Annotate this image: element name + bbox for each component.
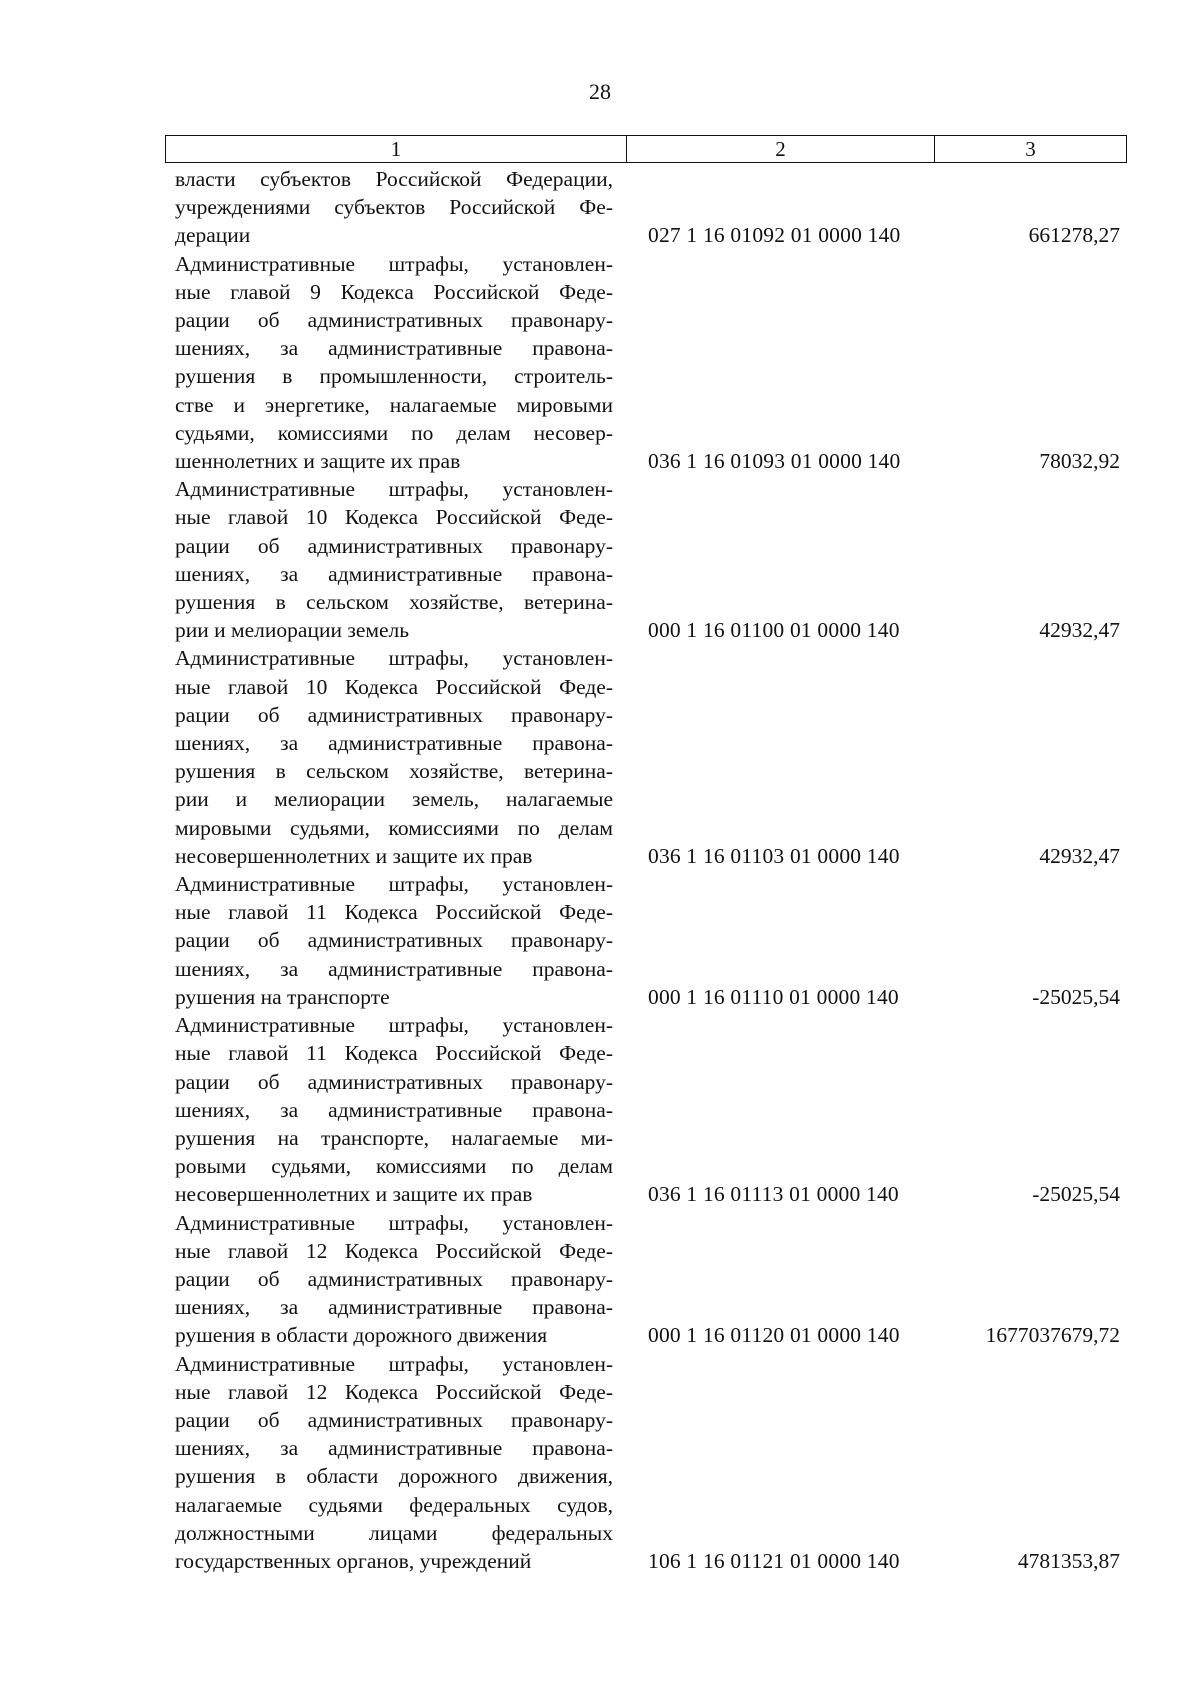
description-line: судьями, комиссиями по делам несовер-	[175, 420, 613, 445]
row-description	[175, 644, 613, 870]
table-row	[175, 1011, 1120, 1208]
table-row	[175, 250, 1120, 476]
description-line: несовершеннолетних и защите их прав	[175, 1182, 533, 1207]
table-row	[175, 165, 1120, 250]
description-line: ные главой 9 Кодекса Российской Феде-	[175, 279, 613, 304]
row-amount: -25025,54	[1032, 1182, 1120, 1207]
row-budget-code: 036 1 16 01113 01 0000 140	[648, 1182, 899, 1207]
description-line: ные главой 10 Кодекса Российской Феде-	[175, 505, 613, 530]
row-amount: 42932,47	[1039, 843, 1120, 868]
description-line: государственных органов, учреждений	[175, 1548, 532, 1573]
table-header	[165, 135, 1127, 163]
row-description	[175, 250, 613, 476]
row-description	[175, 1209, 613, 1350]
description-line: ные главой 12 Кодекса Российской Феде-	[175, 1238, 613, 1263]
description-line: шениях, за административные правона-	[175, 1097, 613, 1122]
description-line: шениях, за административные правона-	[175, 731, 613, 756]
row-description	[175, 870, 613, 1011]
description-line: шеннолетних и защите их прав	[175, 449, 461, 474]
table-row	[175, 644, 1120, 870]
row-budget-code: 000 1 16 01110 01 0000 140	[648, 984, 899, 1009]
row-description	[175, 1011, 613, 1208]
description-line: учреждениями субъектов Российской Фе-	[175, 195, 613, 220]
table-row	[175, 1350, 1120, 1576]
description-line: Административные штрафы, установлен-	[175, 646, 613, 671]
description-line: дерации	[175, 223, 251, 248]
row-budget-code: 036 1 16 01103 01 0000 140	[648, 843, 900, 868]
description-line: Административные штрафы, установлен-	[175, 1013, 613, 1038]
row-amount: 661278,27	[1028, 223, 1120, 248]
description-line: мировыми судьями, комиссиями по делам	[175, 815, 613, 840]
description-line: рушения на транспорте, налагаемые ми-	[175, 1125, 613, 1150]
description-line: Административные штрафы, установлен-	[175, 477, 613, 502]
description-line: рации об административных правонару-	[175, 1069, 613, 1094]
description-line: рации об административных правонару-	[175, 1407, 613, 1432]
description-line: шениях, за административные правона-	[175, 1436, 613, 1461]
description-line: шениях, за административные правона-	[175, 956, 613, 981]
row-budget-code: 000 1 16 01100 01 0000 140	[648, 618, 900, 643]
description-line: рии и мелиорации земель, налагаемые	[175, 787, 613, 812]
description-line: рушения на транспорте	[175, 984, 390, 1009]
table-row	[175, 475, 1120, 644]
description-line: рации об административных правонару-	[175, 308, 613, 333]
description-line: рушения в сельском хозяйстве, ветерина-	[175, 590, 613, 615]
description-line: шениях, за административные правона-	[175, 336, 613, 361]
header-col-2: 2	[627, 136, 935, 162]
description-line: ные главой 11 Кодекса Российской Феде-	[175, 1041, 613, 1066]
description-line: рушения в сельском хозяйстве, ветерина-	[175, 759, 613, 784]
description-line: рации об административных правонару-	[175, 928, 613, 953]
description-line: несовершеннолетних и защите их прав	[175, 843, 533, 868]
description-line: рушения в области дорожного движения,	[175, 1464, 613, 1489]
header-col-1: 1	[166, 136, 627, 162]
description-line: стве и энергетике, налагаемые мировыми	[175, 392, 613, 417]
description-line: должностными лицами федеральных	[175, 1520, 613, 1545]
description-line: Административные штрафы, установлен-	[175, 1351, 613, 1376]
description-line: рушения в области дорожного движения	[175, 1323, 548, 1348]
row-amount: 42932,47	[1039, 618, 1120, 643]
page-number: 28	[589, 79, 611, 104]
row-description	[175, 475, 613, 644]
description-line: шениях, за административные правона-	[175, 561, 613, 586]
row-description	[175, 1350, 613, 1576]
row-budget-code: 000 1 16 01120 01 0000 140	[648, 1323, 900, 1348]
row-amount: 1677037679,72	[985, 1323, 1120, 1348]
description-line: ные главой 11 Кодекса Российской Феде-	[175, 900, 613, 925]
row-budget-code: 106 1 16 01121 01 0000 140	[648, 1548, 900, 1573]
description-line: рии и мелиорации земель	[175, 618, 410, 643]
description-line: ные главой 10 Кодекса Российской Феде-	[175, 674, 613, 699]
row-amount: -25025,54	[1032, 984, 1120, 1009]
table-row	[175, 870, 1120, 1011]
row-amount: 78032,92	[1039, 449, 1120, 474]
description-line: ровыми судьями, комиссиями по делам	[175, 1154, 613, 1179]
description-line: Административные штрафы, установлен-	[175, 251, 613, 276]
description-line: Административные штрафы, установлен-	[175, 1210, 613, 1235]
description-line: налагаемые судьями федеральных судов,	[175, 1492, 613, 1517]
description-line: рации об административных правонару-	[175, 702, 613, 727]
row-amount: 4781353,87	[1017, 1548, 1120, 1573]
table-row	[175, 1209, 1120, 1350]
description-line: ные главой 12 Кодекса Российской Феде-	[175, 1379, 613, 1404]
table-body	[175, 165, 1120, 1575]
row-description	[175, 165, 613, 250]
row-budget-code: 027 1 16 01092 01 0000 140	[648, 223, 901, 248]
description-line: рации об административных правонару-	[175, 533, 613, 558]
description-line: Административные штрафы, установлен-	[175, 872, 613, 897]
description-line: власти субъектов Российской Федерации,	[175, 167, 613, 191]
description-line: шениях, за административные правона-	[175, 1295, 613, 1320]
row-budget-code: 036 1 16 01093 01 0000 140	[648, 449, 901, 474]
description-line: рации об административных правонару-	[175, 1266, 613, 1291]
description-line: рушения в промышленности, строитель-	[175, 364, 613, 389]
header-col-3: 3	[1025, 137, 1036, 161]
